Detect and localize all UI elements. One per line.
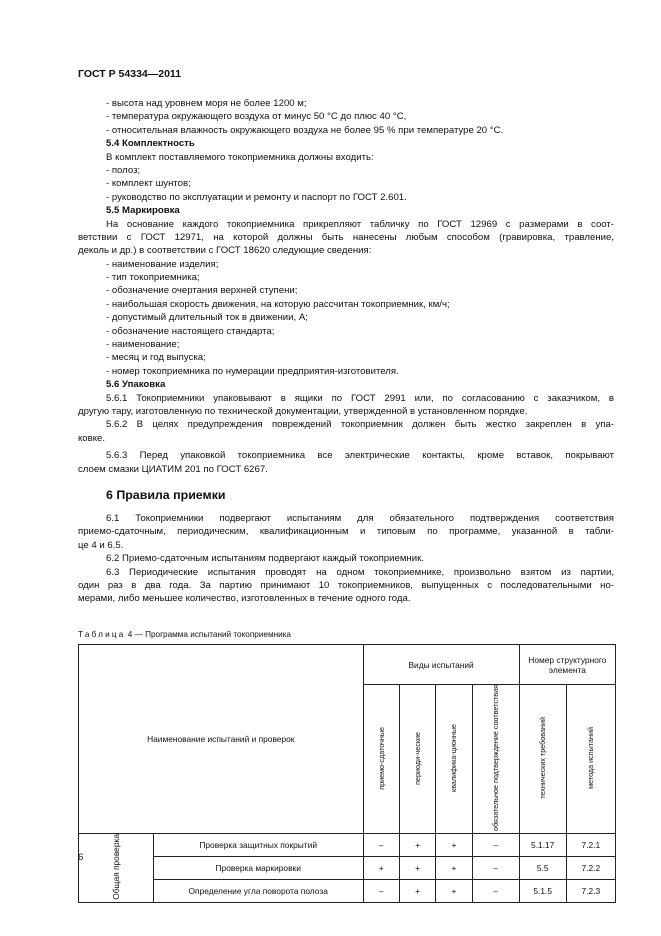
text-line: ветствии с ГОСТ 12971, на которой должны быть нанесены любым способом (гравировка, травление, <box>78 231 614 243</box>
cell-value: + <box>363 856 399 879</box>
text-line: - высота над уровнем моря не более 1200 м; <box>106 98 307 109</box>
row-name: Проверка защитных покрытий <box>153 833 363 856</box>
text-line: - температура окружающего воздуха от минус 50 °С до плюс 40 °С, <box>106 111 407 123</box>
cell-value: + <box>399 856 435 879</box>
text-line: - комплект шунтов; <box>106 178 191 190</box>
cell-value: – <box>363 879 399 902</box>
text-line: - наибольшая скорость движения, на которую рассчитан токоприемник, км/ч; <box>106 298 450 310</box>
text-line: - допустимый длительный ток в движении, А; <box>106 312 308 324</box>
text-line: - обозначение очертания верхней ступени; <box>106 285 298 297</box>
cell-value: + <box>436 833 472 856</box>
section-6-title: 6 Правила приемки <box>106 487 226 502</box>
table-row <box>79 879 616 902</box>
text-line: мерами, либо меньшее количество, изготовленных в течение одного года. <box>78 593 411 605</box>
text-line: це 4 и 6.5. <box>78 539 124 551</box>
text-line: - номер токоприемника по нумерации предприятия-изготовителя. <box>106 365 399 377</box>
text-line: 5.6.2 В целях предупреждения повреждений токоприемник должен быть жестко закреплен в упа- <box>106 419 614 431</box>
text-line: один раз в два года. За партию принимают 10 токоприемников, выпущенных с последовательными но- <box>78 579 614 591</box>
table-caption-text: 4 — Программа испытаний токоприемника <box>125 630 291 639</box>
text-line: - наименование изделия; <box>106 258 219 270</box>
text-line: ковке. <box>78 432 106 444</box>
cell-value: – <box>472 833 519 856</box>
text-line: 5.6.3 Перед упаковкой токоприемника все электрические контакты, кроме вставок, покрывают <box>106 450 614 462</box>
cell-value: 5.1.5 <box>519 879 566 902</box>
text-line: 6.1 Токоприемники подвергают испытаниям для обязательного подтверждения соответствия <box>106 512 614 524</box>
cell-value: 5.1.17 <box>519 833 566 856</box>
col-header-type: приемо-сдаточные <box>363 685 399 834</box>
text-line: На основание каждого токоприемника прикрепляют табличку по ГОСТ 12969 с размерами в соот- <box>106 218 614 230</box>
row-group-label: Общая проверка <box>79 833 154 902</box>
body-text <box>78 97 614 476</box>
cell-value: + <box>399 833 435 856</box>
col-header-type: периоди-ческие <box>399 685 435 834</box>
text-line: слоем смазки ЦИАТИМ 201 по ГОСТ 6267. <box>78 463 268 475</box>
cell-value: 7.2.2 <box>566 856 615 879</box>
cell-value: 7.2.1 <box>566 833 615 856</box>
cell-value: – <box>472 856 519 879</box>
text-line: приемо-сдаточным, периодическим, квалификационным и типовым по программе, указанной в табли- <box>78 526 614 538</box>
cell-value: + <box>436 879 472 902</box>
col-header-struct: технических требований <box>519 685 566 834</box>
cell-value: – <box>363 833 399 856</box>
text-line: - обозначение настоящего стандарта; <box>106 325 275 337</box>
text-line: деколь и др.) в соответствии с ГОСТ 18620 следующие сведения: <box>78 245 372 257</box>
text-line: - полоз; <box>106 164 141 176</box>
col-header-type: квалифика-ционные <box>436 685 472 834</box>
page-number: 6 <box>78 852 84 863</box>
col-header-name: Наименование испытаний и проверок <box>79 645 364 834</box>
text-line: - наименование; <box>106 339 180 351</box>
row-name: Определение угла поворота полоза <box>153 879 363 902</box>
text-line: 6.3 Периодические испытания проводят на одном токоприемнике, произвольно взятом из партии, <box>106 566 614 578</box>
text-line: 5.5 Маркировка <box>106 205 180 217</box>
col-header-struct: метода испытаний <box>566 685 615 834</box>
text-line: 5.6.1 Токоприемники упаковывают в ящики по ГОСТ 2991 или, по согласованию с заказчиком, в <box>106 392 614 404</box>
document-header: ГОСТ Р 54334—2011 <box>78 68 182 80</box>
col-header-type: обязательное подтверждение соответствия <box>472 685 519 834</box>
col-group-struct-number: Номер структурного элемента <box>519 645 615 685</box>
cell-value: – <box>472 879 519 902</box>
table-row <box>79 856 616 879</box>
text-line: - тип токоприемника; <box>106 272 200 284</box>
text-line: В комплект поставляемого токоприемника должны входить: <box>106 151 374 163</box>
table-caption-prefix: Таблица <box>78 630 126 639</box>
section-6-text <box>78 512 614 606</box>
row-name: Проверка маркировки <box>153 856 363 879</box>
test-program-table <box>78 644 616 903</box>
cell-value: 7.2.3 <box>566 879 615 902</box>
cell-value: + <box>436 856 472 879</box>
document-body <box>78 97 614 606</box>
text-line: 6.2 Приемо-сдаточным испытаниям подвергают каждый токоприемник. <box>106 553 424 565</box>
cell-value: 5.5 <box>519 856 566 879</box>
text-line: 5.6 Упаковка <box>106 379 166 391</box>
cell-value: + <box>399 879 435 902</box>
col-group-test-types: Виды испытаний <box>363 645 519 685</box>
text-line: - относительная влажность окружающего воздуха не более 95 % при температуре 20 °С. <box>106 124 504 136</box>
text-line: - месяц и год выпуска; <box>106 352 206 364</box>
text-line: другую тару, изготовленную по технической документации, утвержденной в установленном порядке. <box>78 405 528 417</box>
table-caption <box>78 630 291 639</box>
table-row <box>79 833 616 856</box>
text-line: - руководство по эксплуатации и ремонту и паспорт по ГОСТ 2.601. <box>106 191 407 203</box>
text-line: 5.4 Комплектность <box>106 138 195 150</box>
